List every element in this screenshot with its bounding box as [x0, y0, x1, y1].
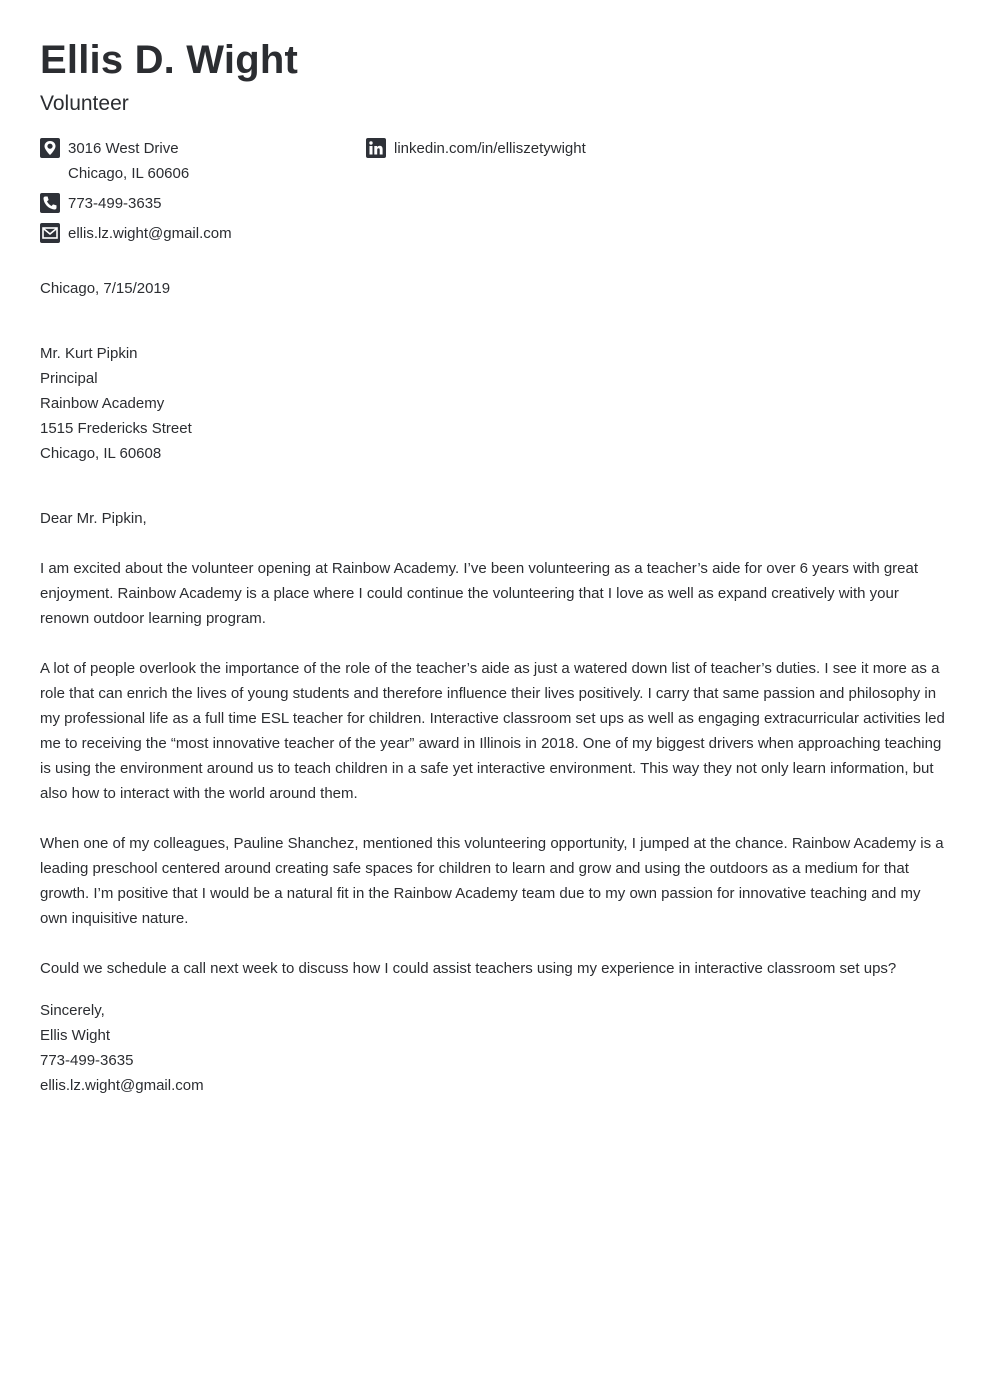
- letter-paragraph-1: I am excited about the volunteer opening at Rainbow Academy. I’ve been volunteering as a teacher’s aide for over 6 years with great enjoyment. Rainbow Academy is a place where I could continue the volunteering that I love as well as expand creatively with your renown outdoor learning program.: [40, 560, 919, 627]
- closing-email: ellis.lz.wight@gmail.com: [40, 1077, 204, 1094]
- recipient-name: Mr. Kurt Pipkin: [40, 345, 138, 362]
- linkedin-icon: [366, 138, 386, 158]
- phone-icon: [40, 193, 60, 213]
- phone-number[interactable]: 773-499-3635: [68, 195, 162, 212]
- email-icon: [40, 223, 60, 243]
- letter-paragraph-2: A lot of people overlook the importance of the role of the teacher’s aide as just a watered down list of teacher’s duties. I see it more as a role that can enrich the lives of young students and therefore influence their lives positively. I carry that same passion and philosophy in my professional life as a full time ESL teacher for children. Interactive classroom set ups as well as engaging extracurricular activities led me to receiving the “most innovative teacher of the year” award in Illinois in 2018. One of my biggest drivers when approaching teaching is using the environment around us to teach children in a safe yet interactive environment. This way they not only learn information, but also how to interact with the world around them.: [40, 660, 945, 802]
- letter-paragraph-4: Could we schedule a call next week to discuss how I could assist teachers using my experience in interactive classroom set ups?: [40, 960, 897, 977]
- address-line-2: Chicago, IL 60606: [68, 165, 190, 182]
- address-line-1: 3016 West Drive: [68, 140, 179, 157]
- valediction: Sincerely,: [40, 1002, 105, 1019]
- applicant-title: Volunteer: [40, 92, 129, 115]
- contact-address: [40, 136, 189, 186]
- salutation: Dear Mr. Pipkin,: [40, 510, 147, 527]
- location-icon: [40, 138, 60, 158]
- closing-phone: 773-499-3635: [40, 1052, 134, 1069]
- date-line: Chicago, 7/15/2019: [40, 280, 171, 297]
- contact-phone: [40, 191, 161, 216]
- recipient-position: Principal: [40, 370, 98, 387]
- applicant-name: Ellis D. Wight: [40, 38, 298, 82]
- letter-paragraph-3: When one of my colleagues, Pauline Shanchez, mentioned this volunteering opportunity, I jumped at the chance. Rainbow Academy is a leading preschool centered around creating safe spaces for children to learn and grow and using the outdoors as a medium for that growth. I’m positive that I would be a natural fit in the Rainbow Academy team due to my own passion for innovative teaching and my own inquisitive nature.: [40, 835, 944, 927]
- email-address[interactable]: ellis.lz.wight@gmail.com: [68, 225, 232, 242]
- signature-name: Ellis Wight: [40, 1027, 111, 1044]
- recipient-organization: Rainbow Academy: [40, 395, 165, 412]
- closing-block: [40, 998, 950, 1098]
- contact-linkedin: [366, 136, 586, 161]
- linkedin-url[interactable]: linkedin.com/in/elliszetywight: [394, 140, 586, 157]
- recipient-block: [40, 341, 950, 466]
- contact-email: [40, 221, 232, 246]
- recipient-street: 1515 Fredericks Street: [40, 420, 192, 437]
- recipient-city: Chicago, IL 60608: [40, 445, 162, 462]
